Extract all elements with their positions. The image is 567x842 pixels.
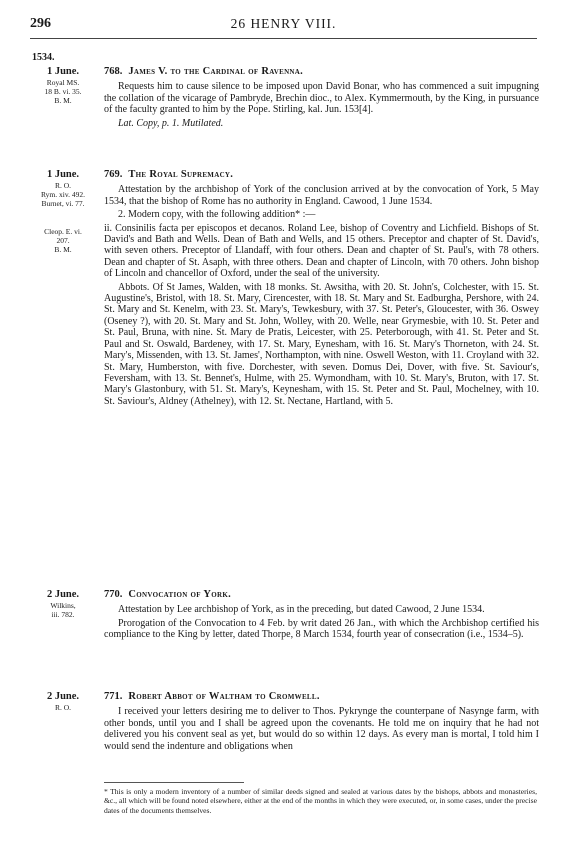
entry-number: 771.: [104, 691, 123, 702]
entry-number: 768.: [104, 66, 123, 77]
page-header: [30, 16, 537, 32]
entry-number: 770.: [104, 589, 123, 600]
entry-heading: [104, 66, 539, 77]
source-ref: 207.: [56, 236, 70, 245]
source-ref: Burnet, vi. 77.: [41, 199, 85, 208]
entry-paragraph: Lat. Copy, p. 1. Mutilated.: [118, 117, 224, 129]
source-ref: Cleop. E. vi.: [44, 227, 82, 236]
entry-paragraph: 2. Modern copy, with the following addition* :—: [118, 209, 316, 221]
entry-title: Robert Abbot of Waltham to Cromwell.: [128, 691, 320, 702]
entry-date: 1 June.: [46, 66, 80, 77]
entry-date: 1 June.: [46, 169, 80, 180]
entry-date: 2 June.: [46, 589, 80, 600]
entry-date: 2 June.: [46, 691, 80, 702]
running-title: 26 HENRY VIII.: [230, 16, 337, 31]
margin-note: [28, 169, 98, 254]
entry-paragraph: Attestation by Lee archbishop of York, as in the preceding, but dated Cawood, 2 June 1534.: [118, 604, 485, 616]
entry-title: The Royal Supremacy.: [128, 169, 234, 180]
margin-note: [28, 589, 98, 619]
entry-body: [104, 589, 539, 643]
source-ref: B. M.: [54, 245, 72, 254]
entry-paragraph: I received your letters desiring me to deliver to Thos. Pykrynge the counterpane of Nasynge farm, with other bonds, until you and I shall be agreed upon the covenants. He told me on inquiry that he had not delivered you his convent seal as yet, but would do so within 12 days. As every man is mortal, I told him I would send the indenture and obligations when: [104, 706, 539, 752]
entry-heading: [104, 691, 539, 702]
page-number: 296: [30, 16, 51, 31]
margin-note: [28, 66, 98, 105]
source-ref: B. M.: [54, 96, 72, 105]
entry-title: Convocation of York.: [128, 589, 232, 600]
entry-paragraph: Prorogation of the Convocation to 4 Feb. by writ dated 26 Jan., with which the Archbishop certified his compliance to the King by letter, dated Thorpe, 8 March 1534, fourth year of consecration (i.e., 1534–5).: [104, 617, 539, 641]
source-ref: iii. 782.: [51, 610, 75, 619]
entry-paragraph: ii. Consinilis facta per episcopos et decanos. Roland Lee, bishop of Coventry and Lichfield. Bishops of St. David's and Bath and Wells. Dean of Bath and Wells, and 15 others. Preceptor and chapter of St. David's, with seven others. Preceptor of Llandaff, with four others. Dean and chapter of St. Paul's, with 78 others. Dean and chapter of St. Asaph, with three others. Dean and chapter of Lincoln, with 70 others. John bishop of Lincoln and chancellor of Oxford, under the seal of the university.: [104, 222, 539, 280]
source-ref: Royal MS.: [46, 78, 80, 87]
source-ref: R. O.: [54, 703, 72, 712]
source-ref: R. O.: [54, 181, 72, 190]
entry-body: [104, 169, 539, 409]
entry-heading: [104, 169, 539, 180]
entry-paragraph: Attestation by the archbishop of York of the conclusion arrived at by the convocation of York, 5 May 1534, that the bishop of Rome has no authority in England. Cawood, 1 June 1534.: [104, 184, 539, 207]
header-rule: [30, 38, 537, 39]
year-label: 1534.: [32, 52, 55, 63]
footnote-rule: [104, 782, 244, 783]
entry-paragraph: Requests him to cause silence to be imposed upon David Bonar, who has commenced a suit impugning the collation of the vicarage of Pambryde, Brechin dioc., to Alex. Kymmermouth, by the King, in pursuance of the faculty granted to him by the Pope. Stirling, kal. Jun. 153[4].: [104, 81, 539, 116]
source-ref: 18 B. vi. 35.: [44, 87, 82, 96]
entry-title: James V. to the Cardinal of Ravenna.: [128, 66, 304, 77]
entry-body: [104, 66, 539, 131]
entry-paragraph: Abbots. Of St James, Walden, with 18 monks. St. Awsitha, with 20. St. John's, Colchester, with 15. St. Augustine's, Bristol, with 18. St. Mary, Cirencester, with 18. St. Mary and St. Eadburgha, Pershore, with 24. St. Mary and St. Kenelm, with 23. St. Mary's, Tewkesbury, with 37. St. Peter's, Gloucester, with 36. Oswey (Oseney ?), with 20. St. Mary and St. John, Wolley, with 20. Welle, near Grymesbie, with 10. St. Peter and St. Paul, Bruna, with nine. St. Mary de Pratis, Leicester, with 25. Peterborough, with 41. St. Peter and St. Paul and St. Oswald, Bardeney, with 17. St. Mary, Eynesham, with 16. St. Mary's Thorneton, with 24. St. Mary's, Missenden, with 13. St. James', Northampton, with nine. Oswell Weston, with 11. Croyland with 32. St. Mary, Humberston, with five. Dorchester, with seven. Domus Dei, Dover, with five. St. Saviour's, Feversham, with 13. St. Bennet's, Hulme, with 25. Wymondham, with 10. St. Mary's, Bruton, with 17. St. Mary's Glastonbury, with 51. St. Mary's, Keynesham, with 15. St. Peter and St. Paul, Mochelney, with 10. St. Saviour's, Aldney (Athelney), with 12. St. Nectane, Hartland, with 5.: [104, 281, 539, 407]
margin-note: [28, 691, 98, 712]
entry-body: [104, 691, 539, 754]
entry-number: 769.: [104, 169, 123, 180]
source-ref: Wilkins,: [50, 601, 76, 610]
footnote: * This is only a modern inventory of a number of similar deeds signed and sealed at various dates by the bishops, abbots and monasteries, &c., all which will be found noted elsewhere, either at the end of the months in which they were executed, or, in some cases, under the precise dates of the documents themselves.: [104, 787, 537, 815]
entry-heading: [104, 589, 539, 600]
source-ref: Rym. xiv. 492.: [40, 190, 85, 199]
